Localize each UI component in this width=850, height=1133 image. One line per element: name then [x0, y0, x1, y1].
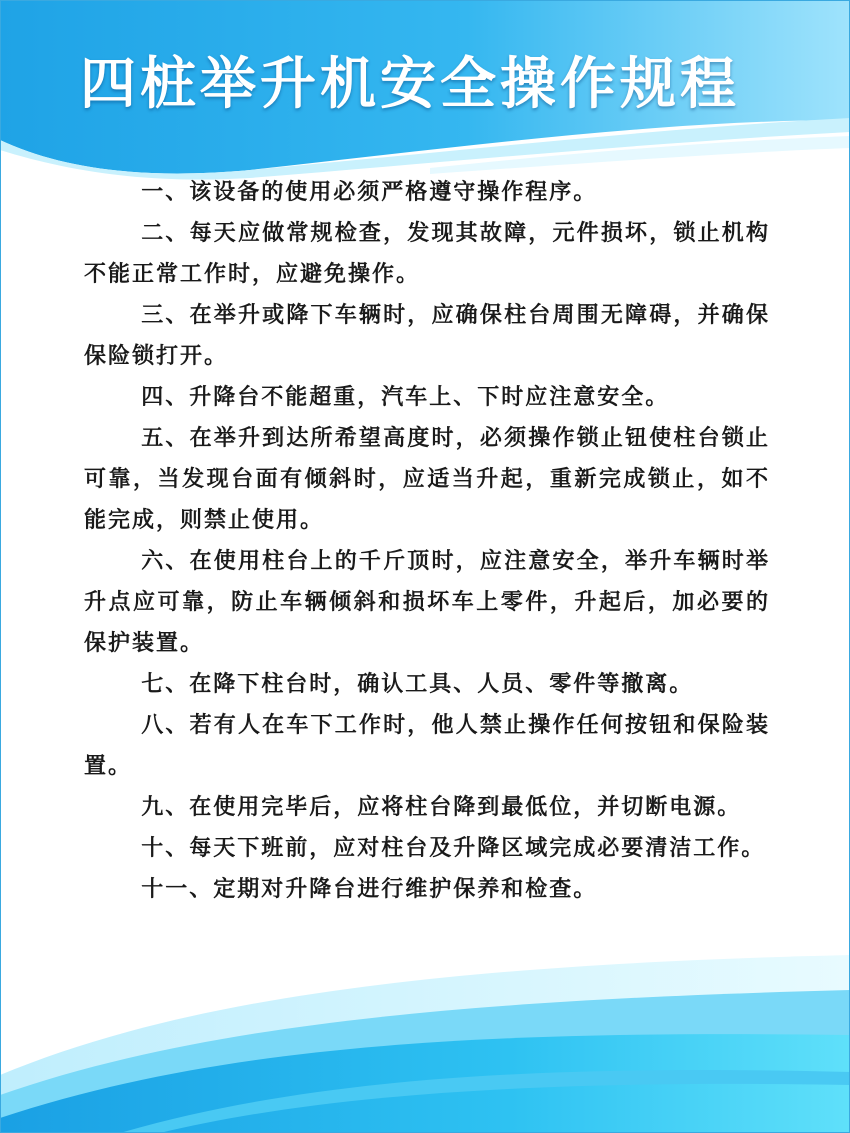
rule-2: 二、每天应做常规检查，发现其故障，元件损坏，锁止机构不能正常工作时，应避免操作。: [84, 221, 770, 287]
rule-8: 八、若有人在车下工作时，他人禁止操作任何按钮和保险装置。: [84, 713, 770, 779]
rule-1: 一、该设备的使用必须严格遵守操作程序。: [141, 180, 598, 205]
rule-9: 九、在使用完毕后，应将柱台降到最低位，并切断电源。: [141, 795, 742, 820]
rule-11: 十一、定期对升降台进行维护保养和检查。: [141, 877, 598, 902]
rules-list: [84, 172, 770, 910]
rule-6: 六、在使用柱台上的千斤顶时，应注意安全，举升车辆时举升点应可靠，防止车辆倾斜和损坏车上零件，升起后，加必要的保护装置。: [84, 549, 770, 656]
rule-7: 七、在降下柱台时，确认工具、人员、零件等撤离。: [141, 672, 694, 697]
poster-title: 四桩举升机安全操作规程: [80, 52, 740, 117]
rule-4: 四、升降台不能超重，汽车上、下时应注意安全。: [141, 385, 670, 410]
rule-5: 五、在举升到达所希望高度时，必须操作锁止钮使柱台锁止可靠，当发现台面有倾斜时，应适当升起，重新完成锁止，如不能完成，则禁止使用。: [84, 426, 770, 533]
rule-3: 三、在举升或降下车辆时，应确保柱台周围无障碍，并确保保险锁打开。: [84, 303, 770, 369]
rule-10: 十、每天下班前，应对柱台及升降区域完成必要清洁工作。: [141, 836, 766, 861]
